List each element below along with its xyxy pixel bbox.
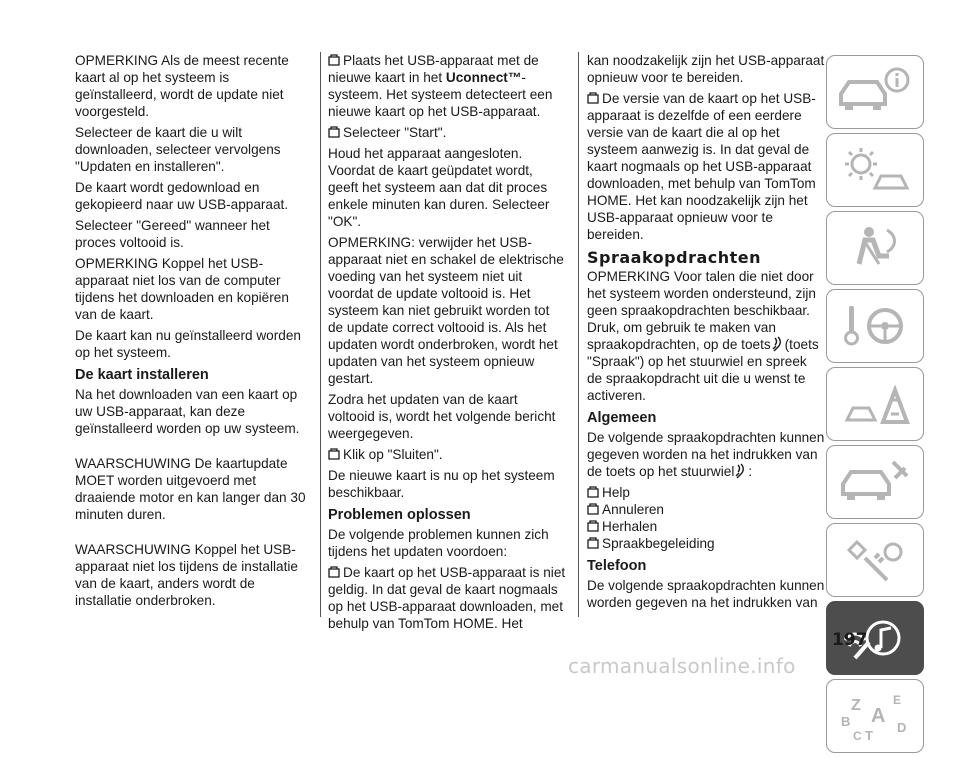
bullet-icon [328,448,340,460]
bullet-insert-usb: Plaats het USB-apparaat met de nieuwe kaart in het Uconnect™-systeem. Het systeem detecteert een nieuwe kaart op het USB-apparaat. [328,53,553,119]
column-divider [578,52,579,617]
column-divider [320,52,321,617]
command-list [587,484,825,552]
watermark: carmanualsonline.info [568,654,796,678]
tab-car-info[interactable] [826,55,924,129]
tab-safety[interactable] [826,211,924,285]
column-2 [328,52,566,636]
heading-general: Algemeen [587,410,657,426]
list-item: Help [587,484,825,501]
steering-key-icon [835,298,915,354]
bullet-icon [587,503,599,515]
voice-button-icon [771,336,785,352]
heading-voice-commands: Spraakopdrachten [587,248,762,267]
bullet-icon [328,126,340,138]
index-letter: T [865,728,873,743]
car-service-icon [835,454,915,510]
tab-driving[interactable] [826,289,924,363]
voice-button-icon [734,463,748,479]
index-letter: A [871,705,886,727]
lights-icon [835,142,915,198]
index-icon [835,688,915,744]
warning-engine: WAARSCHUWING De kaartupdate MOET worden uitgevoerd met draaiende motor en kan langer dan 30 minuten duren. [75,456,306,522]
download-text: De kaart wordt gedownload en gekopieerd naar uw USB-apparaat. [75,180,289,212]
index-letter: D [897,720,907,735]
bullet-map-version: De versie van de kaart op het USB-apparaat is dezelfde of een eerdere versie van de kaart die al op het systeem aanwezig is. In dat geval de kaart nogmaals op het USB-apparaat downloaden, met behulp van TomTom HOME. Het kan noodzakelijk zijn het USB-apparaat opnieuw voor te bereiden. [587,91,816,242]
index-letter: Z [851,697,861,714]
tab-technical-data[interactable] [826,523,924,597]
keep-connected-text: Houd het apparaat aangesloten. Voordat de kaart geüpdatet wordt, geeft het systeem aan dat dit proces enkele minuten kan duren. Selecteer "OK". [328,146,550,229]
heading-phone: Telefoon [587,558,647,574]
bullet-icon [328,54,340,66]
prepare-usb-text: kan noodzakelijk zijn het USB-apparaat opnieuw voor te bereiden. [587,53,825,85]
list-item: Spraakbegeleiding [587,535,825,552]
note-latest-map: OPMERKING Als de meest recente kaart al op het systeem is geïnstalleerd, wordt de update niet voorgesteld. [75,53,289,119]
list-item: Herhalen [587,518,825,535]
phone-intro: De volgende spraakopdrachten kunnen worden gegeven na het indrukken van [587,578,825,610]
bullet-start: Selecteer "Start". [328,124,566,141]
car-info-icon [835,64,915,120]
install-intro: Na het downloaden van een kaart op uw USB-apparaat, kan deze geïnstalleerd worden op uw systeem. [75,387,300,436]
technical-data-icon [835,532,915,588]
list-item: Annuleren [587,501,825,518]
note-do-not-remove: OPMERKING: verwijder het USB-apparaat niet en schakel de elektrische voeding van het systeem niet uit voordat de update voltooid is. Het systeem kan niet gebruikt worden tot de update correct voltooid is. Als het updaten wordt onderbroken, wordt het updaten van het systeem opnieuw gestart. [328,235,564,386]
install-ready-text: De kaart kan nu geïnstalleerd worden op het systeem. [75,328,301,360]
voice-note: OPMERKING Voor talen die niet door het systeem worden ondersteund, zijn geen spraakopdrachten beschikbaar. Druk, om gebruik te maken van spraakopdrachten, op de toets (toets "Spraak") op het stuurwiel en spreek de spraakopdracht uit die u wenst te activeren. [587,269,819,403]
heading-install-map: De kaart installeren [75,367,209,383]
troubleshooting-intro: De volgende problemen kunnen zich tijdens het updaten voordoen: [328,527,549,559]
bullet-invalid-map: De kaart op het USB-apparaat is niet geldig. In dat geval de kaart nogmaals op het USB-apparaat downloaden, met behulp van TomTom HOME. Het [328,565,566,631]
tab-emergency[interactable] [826,367,924,441]
index-letter: B [841,714,851,729]
heading-troubleshooting: Problemen oplossen [328,507,471,523]
column-1 [75,52,313,613]
index-letter: E [893,693,902,707]
column-3 [587,52,825,615]
select-map-text: Selecteer de kaart die u wilt downloaden, selecteer vervolgens "Updaten en installeren". [75,125,281,174]
bullet-icon [587,537,599,549]
general-intro: De volgende spraakopdrachten kunnen gegeven worden na het indrukken van de toets op het stuurwiel : [587,430,825,479]
warning-usb: WAARSCHUWING Koppel het USB-apparaat niet los tijdens de installatie van de kaart, anders wordt de installatie onderbroken. [75,542,298,608]
bullet-icon [587,520,599,532]
tab-maintenance[interactable] [826,445,924,519]
bullet-icon [587,92,599,104]
bullet-close: Klik op "Sluiten". [328,446,566,463]
bullet-icon [328,566,340,578]
bullet-icon [587,486,599,498]
tab-lights[interactable] [826,133,924,207]
note-disconnect: OPMERKING Koppel het USB-apparaat niet los van de computer tijdens het downloaden en kopiëren van de kaart. [75,256,289,322]
map-available-text: De nieuwe kaart is nu op het systeem beschikbaar. [328,468,555,500]
ready-text: Selecteer "Gereed" wanneer het proces voltooid is. [75,218,270,250]
index-letter: C [853,729,862,743]
update-complete-text: Zodra het updaten van de kaart voltooid is, wordt het volgende bericht weergegeven. [328,392,556,441]
page-number: 197 [832,630,868,650]
safety-seat-icon [835,220,915,276]
tab-index[interactable] [826,679,924,753]
warning-triangle-icon [835,376,915,432]
chapter-tabs [826,55,924,757]
